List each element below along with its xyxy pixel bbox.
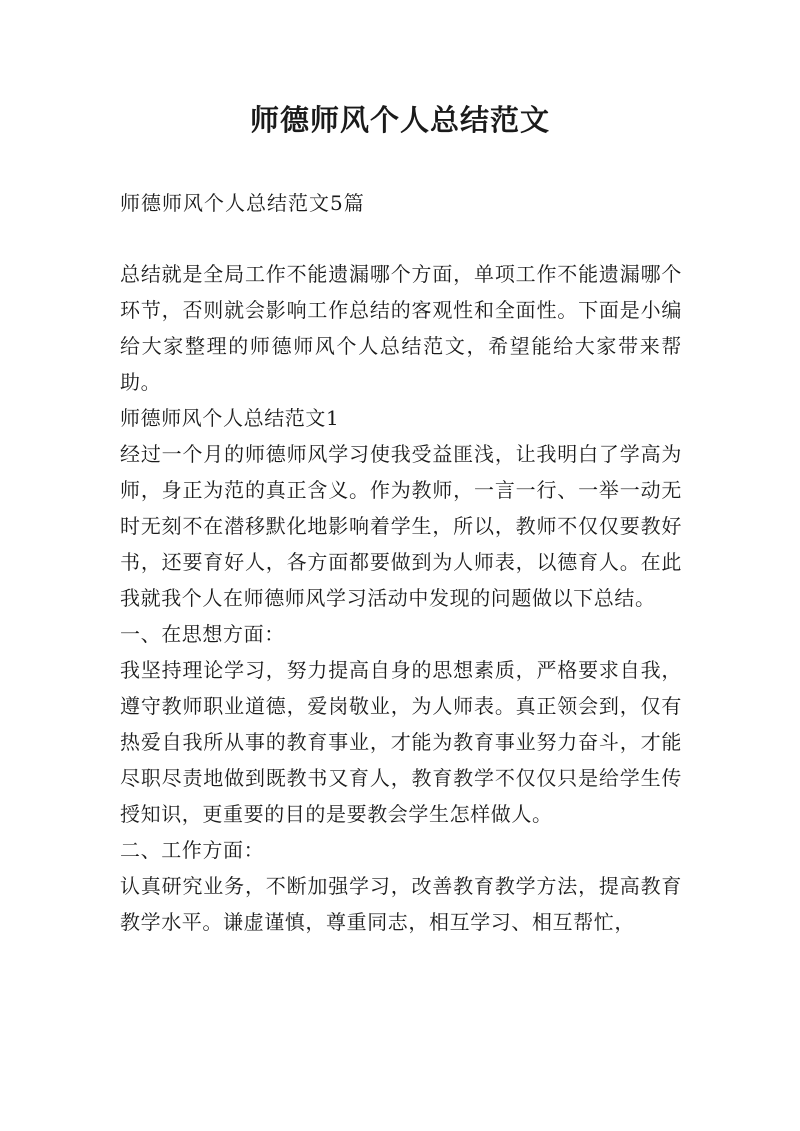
- paragraph-thought: 我坚持理论学习，努力提高自身的思想素质，严格要求自我，遵守教师职业道德，爱岗敬业，为人师表。真正领会到，仅有热爱自我所从事的教育事业，才能为教育事业努力奋斗，才能尽职尽责地做到既教书又育人，教育教学不仅仅只是给学生传授知识，更重要的目的是要教会学生怎样做人。: [120, 658, 682, 826]
- section-heading-essay-1: 师德师风个人总结范文1: [120, 406, 340, 430]
- document-title: 师德师风个人总结范文: [249, 103, 550, 137]
- paragraph-intro: 总结就是全局工作不能遗漏哪个方面，单项工作不能遗漏哪个环节，否则就会影响工作总结的客观性和全面性。下面是小编给大家整理的师德师风个人总结范文，希望能给大家带来帮助。: [120, 262, 682, 394]
- document-subtitle: 师德师风个人总结范文5篇: [120, 191, 365, 215]
- paragraph-essay-1-intro: 经过一个月的师德师风学习使我受益匪浅，让我明白了学高为师，身正为范的真正含义。作为教师，一言一行、一举一动无时无刻不在潜移默化地影响着学生，所以，教师不仅仅要教好书，还要育好人，各方面都要做到为人师表，以德育人。在此我就我个人在师德师风学习活动中发现的问题做以下总结。: [120, 442, 682, 610]
- section-heading-work: 二、工作方面：: [120, 838, 265, 862]
- section-heading-thought: 一、在思想方面：: [120, 622, 285, 646]
- paragraph-work: 认真研究业务，不断加强学习，改善教育教学方法，提高教育教学水平。谦虚谨慎，尊重同志，相互学习、相互帮忙，: [120, 874, 682, 934]
- document-body: [120, 256, 682, 940]
